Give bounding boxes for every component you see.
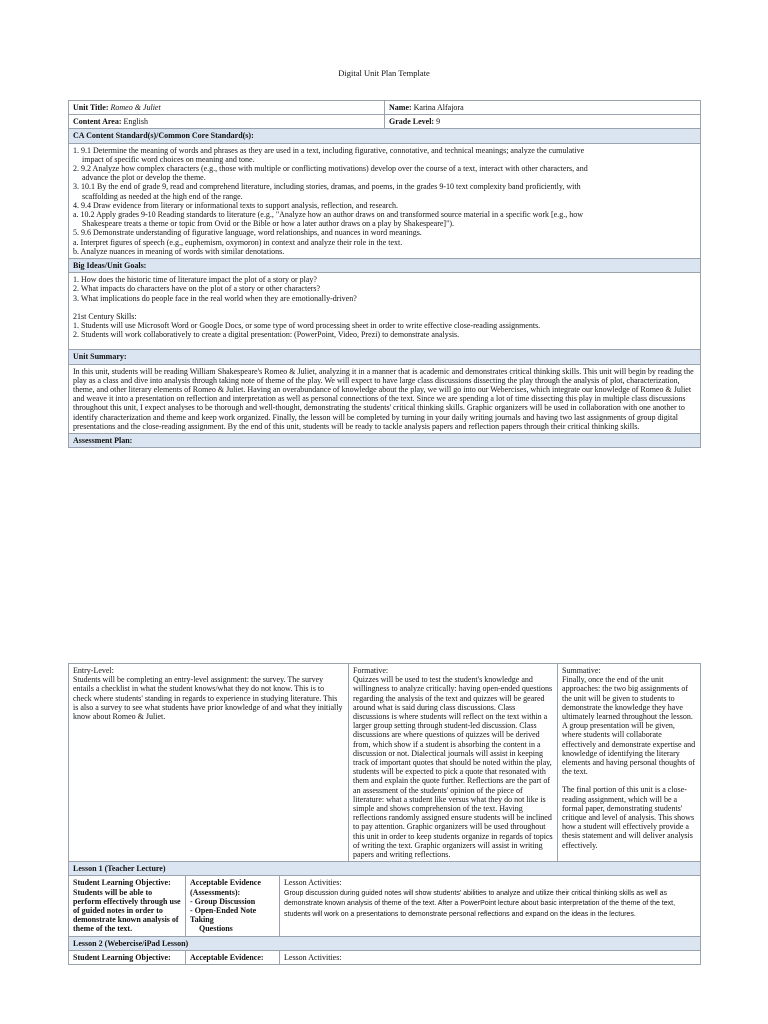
standard-line: a. Interpret figures of speech (e.g., euphemism, oxymoron) in context and analyze their role in the text. — [73, 237, 403, 247]
standard-line: a. 10.2 Apply grades 9-10 Reading standards to literature (e.g., "Analyze how an author draws on and transformed source material in a specific work [e.g., how — [73, 210, 583, 220]
summative-cell — [558, 664, 701, 862]
lesson1-objective-text: Students will be able to perform effectively through use of guided notes in order to demonstrate known analysis of theme of the text. — [73, 887, 181, 934]
evidence-item: - Group Discussion — [190, 896, 256, 906]
summative-label: Summative: — [562, 666, 601, 675]
lesson1-evidence-label: Acceptable Evidence (Assessments): — [190, 878, 261, 897]
lesson2-objective-label: Student Learning Objective: — [69, 950, 186, 964]
lesson1-heading: Lesson 1 (Teacher Lecture) — [69, 862, 701, 876]
entry-level-label: Entry-Level: — [73, 666, 114, 675]
summary-heading: Unit Summary: — [69, 350, 701, 364]
skills-heading: 21st Century Skills: — [73, 311, 137, 321]
page-break-space — [69, 448, 701, 591]
lesson1-activities-cell — [280, 876, 701, 936]
grade-level-value: 9 — [436, 117, 441, 127]
big-idea-question: 1. How does the historic time of literature impact the plot of a story or play? — [73, 275, 317, 285]
document-title: Digital Unit Plan Template — [338, 68, 430, 78]
name-cell — [385, 101, 701, 115]
standards-heading: CA Content Standard(s)/Common Core Standard(s): — [69, 129, 701, 143]
skill-item: 2. Students will work collaboratively to create a digital presentation: (PowerPoint, Video, Prezi) to demonstrate analysis. — [73, 330, 460, 340]
content-area-value: English — [123, 117, 148, 127]
standard-line: 4. 9.4 Draw evidence from literary or informational texts to support analysis, reflection, and research. — [73, 200, 398, 210]
lesson1-activities-label: Lesson Activities: — [284, 878, 342, 888]
standard-line: scaffolding as needed at the high end of the range. — [82, 191, 243, 201]
content-area-label: Content Area: — [73, 117, 122, 127]
unit-title-label: Unit Title: — [73, 103, 109, 112]
unit-plan-table — [68, 100, 701, 590]
standard-line: Shakespeare treats a theme or topic from Ovid or the Bible or how a later author draws on a play by Shakespeare]"). — [82, 219, 455, 229]
assessment-table — [68, 663, 701, 965]
skill-item: 1. Students will use Microsoft Word or Google Docs, or some type of word processing sheet in order to write effective close-reading assignments. — [73, 321, 541, 331]
evidence-item: - Open-Ended Note Taking — [190, 906, 257, 925]
entry-level-cell — [69, 664, 349, 862]
formative-label: Formative: — [353, 666, 389, 675]
grade-level-label: Grade Level: — [389, 117, 435, 127]
evidence-item: Questions — [199, 924, 233, 934]
grade-level-cell — [385, 115, 701, 129]
lesson1-objective-label: Student Learning Objective: — [73, 878, 171, 888]
lesson1-activities-text: Group discussion during guided notes will show students' abilities to analyze and utilize their critical thinking skills as well as demonstrate known analysis of theme of the text. After a PowerPoint lecture about basic interpretation of the theme of the text, students will work on a presentations to demonstrate personal reflections and expand on the ideas in the lectures. — [284, 889, 676, 918]
standard-line: advance the plot or develop the theme. — [82, 173, 206, 183]
lesson2-heading: Lesson 2 (Webercise/iPad Lesson) — [69, 936, 701, 950]
big-idea-question: 2. What impacts do characters have on the plot of a story or other characters? — [73, 284, 321, 294]
standard-line: impact of specific word choices on meaning and tone. — [82, 154, 255, 164]
big-ideas-content — [69, 273, 701, 350]
standard-line: 2. 9.2 Analyze how complex characters (e.g., those with multiple or conflicting motivations) develop over the course of a text, interact with other characters, and — [73, 164, 588, 174]
content-area-cell — [69, 115, 385, 129]
big-idea-question: 3. What implications do people face in the real world when they are emotionally-driven? — [73, 293, 357, 303]
summative-text-1: Finally, once the end of the unit approaches: the two big assignments of the unit will be given to students to demonstrate the knowledge they have ultimately learned throughout the lesson. A group presentation will be given, where students will collaborate effectively and demonstrate expertise and knowledge of identifying the literary elements and having personal thoughts of the text. — [562, 675, 696, 777]
summative-text-2: The final portion of this unit is a close-reading assignment, which will be a formal paper, demonstrating students' critique and level of analysis. This shows how a student will effectively provide a thesis statement and will deliver analysis effectively. — [562, 785, 695, 850]
assessment-heading: Assessment Plan: — [69, 434, 701, 448]
lesson1-objective-cell — [69, 876, 186, 936]
unit-title-cell — [69, 101, 385, 115]
big-ideas-heading: Big Ideas/Unit Goals: — [69, 259, 701, 273]
entry-level-text: Students will be completing an entry-level assignment: the survey. The survey entails a checklist in what the student knows/what they do not know. This is to check where students' standing in regards to experience in studying literature. This is also a survey to see what students have prior knowledge of and what they initially know about Romeo & Juliet. — [73, 675, 343, 722]
standards-list — [69, 143, 701, 258]
formative-text: Quizzes will be used to test the student's knowledge and willingness to analyze critically: having open-ended questions regarding the analysis of the text and quizzes will be geared around what is said during class discussions. Class discussions is where students will reflect on the text within a larger group setting through student-led discussion. Class discussions are where questions of quizzes will be derived from, which show if a student is absorbing the content in a discussion or not. Dialectical journals will assist in keeping track of important quotes that should be noted within the play, students will be expected to pick a quote that resonated with them and explain the quote further. Reflections are the part of an assessment of the students' opinion of the piece of literature: what a student like versus what they do not like is simple and shows comprehension of the text. Having reflections randomly assigned ensure students will be inclined to pay attention. Graphic organizers will be used throughout this unit in order to keep students organize in regards of topics of writing the text. Graphic organizers will assist in writing papers and writing reflections. — [353, 675, 553, 860]
lesson2-evidence-label: Acceptable Evidence: — [186, 950, 280, 964]
name-value: Karina Alfajora — [413, 103, 464, 112]
standard-line: 3. 10.1 By the end of grade 9, read and comprehend literature, including stories, dramas, and poems, in the grades 9-10 text complexity band proficiently, with — [73, 182, 581, 192]
standard-line: 5. 9.6 Demonstrate understanding of figurative language, word relationships, and nuances in word meanings. — [73, 228, 422, 238]
formative-cell — [349, 664, 558, 862]
lesson2-activities-label: Lesson Activities: — [280, 950, 701, 964]
lesson1-evidence-cell — [186, 876, 280, 936]
unit-title-value: Romeo & Juliet — [110, 103, 161, 112]
summary-text: In this unit, students will be reading William Shakespeare's Romeo & Juliet, analyzing it in a manner that is academic and demonstrates critical thinking skills. This unit will begin by reading the play as a class and dive into analysis through taking note of theme of the play. We will expect to have large class discussions dissecting the play through the analysis of plot, characterization, theme, and other literary elements of Romeo & Juliet. Having an overabundance of knowledge about the play, we will go into our Webercises, which integrate our knowledge of Romeo & Juliet and weave it into a presentation on reflection and interpretation as well as personal connections of the text. Since we are spending a lot of time dissecting this play in multiple class discussions throughout this unit, I expect analyses to be thorough and well-thought, demonstrating the students' critical thinking skills. Graphic organizers will be used in collaboration with one another to identify characterization and theme and keep work organized. Finally, the lesson will be completed by turning in your daily writing journals and having two last assignments of group digital presentations and the close-reading assignment. By the end of this unit, students will be ready to tackle analysis papers and reflection papers through their critical thinking skills. — [69, 364, 701, 433]
name-label: Name: — [389, 103, 412, 112]
standard-line: 1. 9.1 Determine the meaning of words and phrases as they are used in a text, including figurative, connotative, and technical meanings; analyze the cumulative — [73, 145, 585, 155]
standard-line: b. Analyze nuances in meaning of words with similar denotations. — [73, 246, 285, 256]
